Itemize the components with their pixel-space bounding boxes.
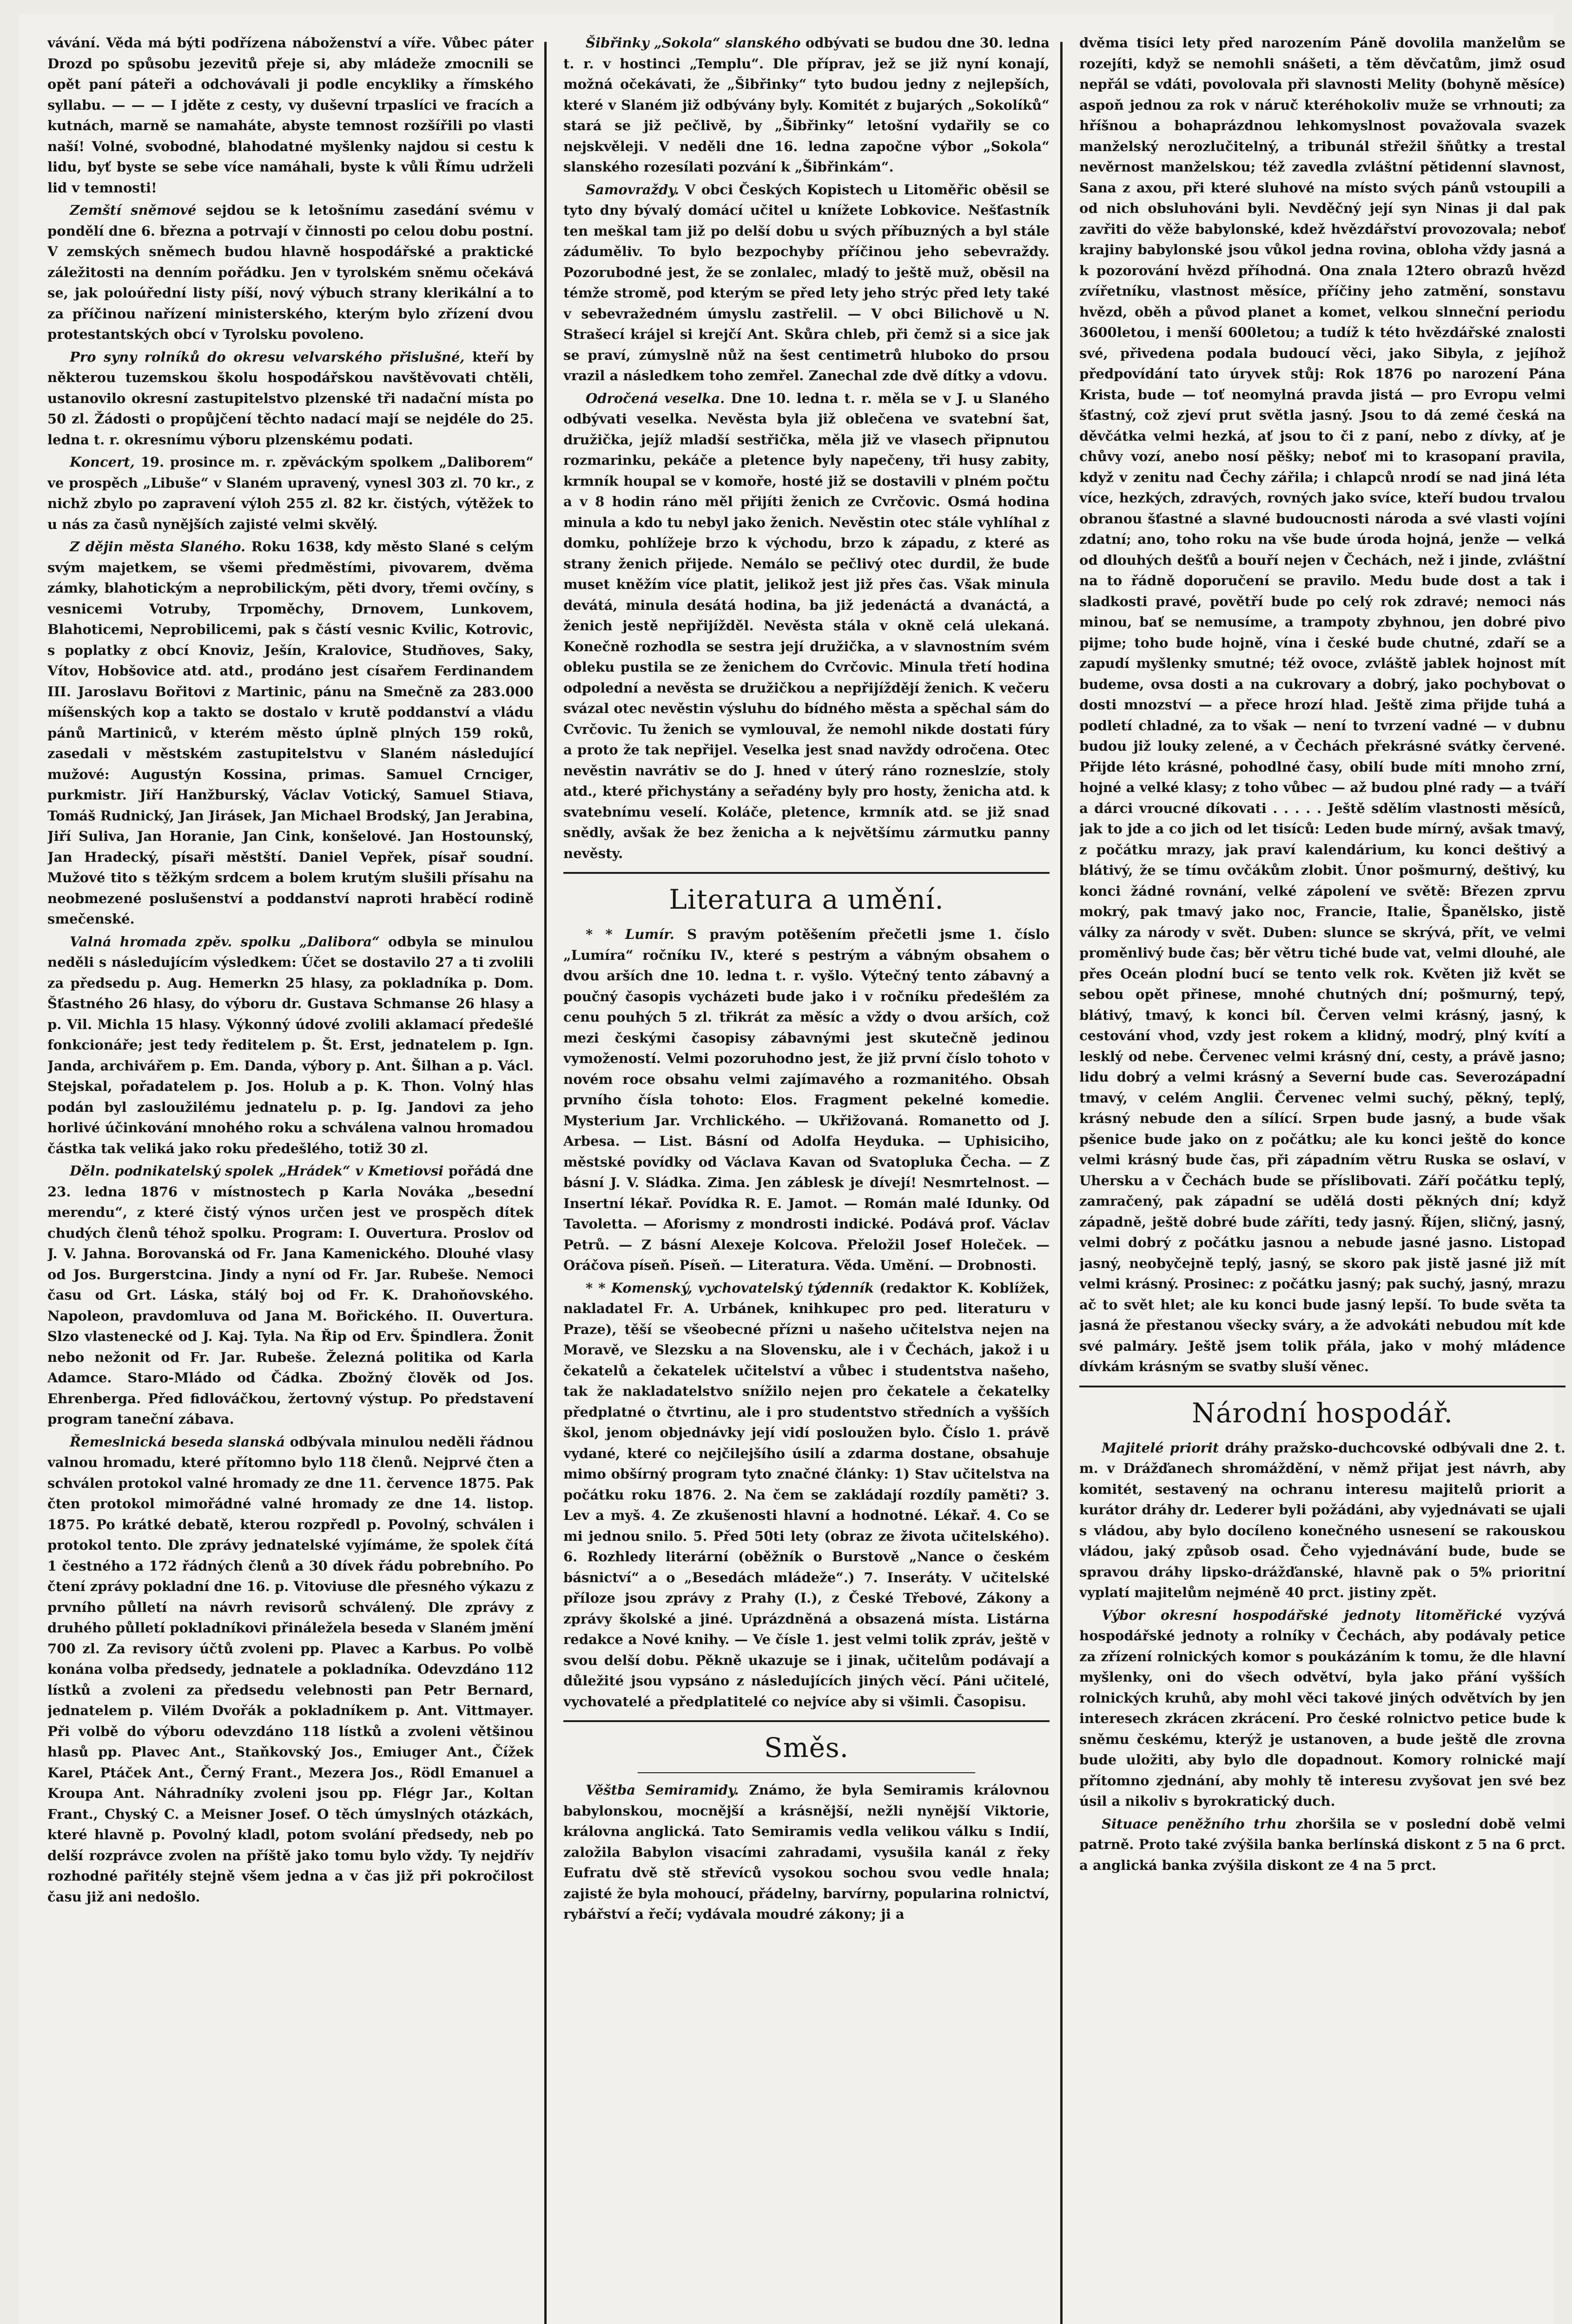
article: Zemští sněmové sejdou se k letošnímu zasedání svému v pondělí dne 6. března a potrvají v činnosti po celou dobu postní. V zemských sněmech budou hlavně hospodářské a praktické záležitosti na denním pořádku. Jen v tyrolském sněmu očekává se, jak poloúřední listy píší, nový výbuch strany klerikální a to za příčinou nařízení ministerského, kterým bylo zřízení dvou protestantských obcí v Tyrolsku povoleno. xyxy=(47,202,534,342)
column-3 xyxy=(1079,33,1565,2324)
article: Situace peněžního trhu zhoršila se v poslední době velmi patrně. Proto také zvýšila banka berlínská diskont z 5 na 6 prct. a anglická banka zvýšila diskont ze 4 na 5 prct. xyxy=(1079,1816,1565,1873)
article-lead: Samovraždy. xyxy=(586,181,680,198)
column-2 xyxy=(563,33,1050,2324)
article-lead: Zemští sněmové xyxy=(70,202,197,218)
column-divider xyxy=(544,42,547,2324)
article-lead: Odročená veselka. xyxy=(586,390,725,406)
article-lead: Situace peněžního trhu xyxy=(1102,1816,1287,1832)
section-heading-economy: Národní hospodář. xyxy=(1191,1397,1453,1429)
article: Pro syny rolníků do okresu velvarského přislušné, kteří by některou tuzemskou školu hospodářskou navštěvovati chtěli, ustanovilo okresní zastupitelstvo plzenské tři nadační místa po 50 zl. Žádosti o propůjčení těchto nadací mají se nejdéle do 25. ledna t. r. okresnímu výboru plzenskému podati. xyxy=(47,349,534,448)
article: Šibřinky „Sokola“ slanského odbývati se budou dne 30. ledna t. r. v hostinci „Templu“. Dle příprav, jež se již nyní konají, možná očekávati, že „Šibřinky“ tyto budou jedny z nejlepších, které v Slaném již odbývány byly. Komitét z bujarých „Sokolíků“ stará se již pečlivě, by „Šibřinky“ letošní vydařily se co nejskvěleji. V neděli dne 16. ledna započne výbor „Sokola“ slanského rozesílati pozvání k „Šibřinkám“. xyxy=(563,35,1050,175)
article-lead: Z dějin města Slaného. xyxy=(70,539,246,555)
article: Samovraždy. V obci Českých Kopistech u Litoměřic oběsil se tyto dny bývalý domácí učitel u knížete Lobkovice. Nešťastník ten meškal tam již po delší dobu u svých příbuzných a byl stále záduměliv. To bylo bezpochyby příčinou jeho sebevraždy. Pozorubodné jest, že se zonlalec, mladý to ještě muž, oběsil na témže stromě, pod kterým se před lety jeho strýc před lety také v sebevražedném úmyslu zastřelil. — V obci Bilichově u N. Strašecí krájel si krejčí Ant. Skůra chleb, při čemž si a sice jak se praví, zúmyslně nůž na šest centimetrů hluboko do prsou vrazil a následkem toho zemřel. Zanechal zde dvě dítky a vdovu. xyxy=(563,181,1050,383)
article: * * Lumír. S pravým potěšením přečetli jsme 1. číslo „Lumíra“ ročníku IV., které s pestrým a vábným obsahem o dvou arších dne 10. ledna t. r. vyšlo. Výtečný tento zábavný a poučný časopis vycházeti bude jako i v ročníku předešlém za cenu pouhých 5 zl. třikrát za měsíc a vždy o dvou arších, což mezi českými časopisy zábavnými jest skutečně jedinou vymožeností. Velmi pozoruhodno jest, že již první číslo tohoto v novém roce obsahu velmi zajímavého a rozmanitého. Obsah prvního čísla tohoto: Elos. Fragment pekelné komedie. Mysterium Jar. Vrchlického. — Ukřižovaná. Romanetto od J. Arbesa. — List. Básní od Adolfa Heyduka. — Uphisiciho, městské povídky od Václava Kavan od Svatopluka Čecha. — Z básní J. V. Sládka. Zima. Jen záblesk je dívejí! Nesmrtelnost. — Insertní lékař. Povídka R. E. Jamot. — Román malé Idunky. Od Tavoletta. — Aforismy z mondrosti indické. Podává prof. Václav Petrů. — Z básní Alexeje Kolcova. Přeložil Josef Holeček. — Oráčova píseň. Píseň. — Literatura. Věda. Umění. — Drobnosti. xyxy=(563,926,1050,1273)
article: dvěma tisíci lety před narozením Páně dovolila manželům se rozejíti, když se nemohli snášeti, a těm děvčatům, jimž osud nepřál se vdáti, povolovala při slavnosti Melity (bohyně měsíce) aspoň jednou za rok v náruč kteréhokoliv muže se vrhnouti; za hříšnou a bohaprázdnou lehkomyslnost považovala svazek manželský nerozlučitelný, a tribunál střežil šňůtky a trestal nevěrnost manželskou; též zavedla zvláštní pětidenní slavnost, Sana z axou, při které sluhové na místo svých pánů vstoupili a od nich obsluhováni byli. Nevděčný její syn Ninas ji dal pak zavřiti do věže babylonské, kdež hvězdářství provozovala; neboť krajiny babylonské jsou vůkol jedna rovina, obloha vždy jasná a k pozorování hvězd příhodná. Ona znala 12tero obrazů hvězd zvířetníku, vlastnost měsíce, příčiny jeho zatmění, sonstavu hvězd, oběh a původ planet a komet, velkou slnneční periodu 3600letou, i menší 600letou; a tudíž k této hvězdářské znalosti své, přivedena podala budoucí věci, jako Sibyla, z jejíhož předpovídání tato úryvek stůj: Rok 1876 po narození Pána Krista, bude — toť neomylná pravda jistá — pro Evropu velmi šťastný, což zjeví prut světla jasný. Jsou to dá zemé česká na děvčátka velmi hezká, ať jsou to či z paní, nebo z dívky, ať je chůvy vozí, anebo nosí pěšky; neboť mi to krasopaní pravila, když v zenitu nad Čechy zářila; i chlapců nrodí se nad jiná léta více, hezkých, zdravých, rovných jako svíce, kteří budou trvalou obranou šťastné a slavné budoucnosti národa a své vlasti vojíni zdatní; ano, toho roku na vše bude úroda hojná, jenže — velká od dlouhých dešťů a bouří nejen v Čechách, než i jinde, zvláštní na to řádně doporučení se pravilo. Medu bude dost a tak i sladkosti pravé, povětří bude po celý rok zdravé; nemoci nás minou, bať se nemusíme, a trampoty zbyhnou, jen dobré pivo pijme; toho bude hojně, vína i české bude chutné, zdaří se a zapudí myšlenky smutné; též ovoce, zvláště jablek hojnost mít budeme, ovsa dosti a na cukrovary a dobrý, jako pochybovat o dosti mnozství — a přece hrozí hlad. Ještě zima přijde tuhá a podletí chladné, za to však — není to tvrzení vadné — v dubnu budou již louky zelené, a v Čechách překrásné svátky červené. Přijde léto krásné, pohodlné časy, obilí bude míti mnoho zrní, hojné a velké klasy; z toho vůbec — až budou plné rady — a tváří a dárci vroucné díkovati . . . . . Ještě sdělím vlastnosti měsíců, jak to jde a co jich od let tisíců: Leden bude mírný, avšak tmavý, z počátku mrazy, jak praví kalendárium, ku konci deštivý a blátivý, že se tímu ovčákům zlobit. Únor pošmurný, deštivý, ku konci žádné rovnání, velké zápolení ve světě: Březen zprvu mokrý, pak tmavý jako noc, Francie, Italie, Španělsko, jistě války za národy v svět. Duben: slunce se skrývá, přít, ve velmi proměnlivý bude čas; běr větru tiché bude vat, velmi dlouhé, ale přes Oceán plodní bucí se tento velk rok. Květen již květ se sebou opět přinese, mnohé chutných dní; pošmurný, tepý, blátivý, tmavý, k konci bíl. Červen velmi krásný, jasný, k cestování vhod, vzdy jest rokem a klidný, modrý, plný kvítí a lesklý od nebe. Červenec velmi krásný dní, cesty, a právě jasno; lidu dobrý a velmi krásný a Severní bude cas. Severozápadní tmavý, v celém Anglii. Červenec velmi suchý, pěkný, teplý, krásný nebude den a sílící. Srpen bude jasný, a bude však pšenice bude jako on z počátku; ale ku konci ještě do konce velmi krásný bude čas, při západním větru Ruska se oslaví, v Uhersku a v Čechách bude se příslibovati. Září počátku teplý, zamračený, pak západní se udělá dosti pěkných dní; když západně, ještě dobré bude záříti, tedy jasný. Říjen, sličný, jasný, velmi dobrý z počátku jasnou a nebude jasné jasno. Listopad jasný, neobyčejně teplý, jasný, se skoro pak jistě jasné již mít velmi krásný. Prosinec: z počátku jasný; pak suchý, jasný, mrazu ač to svět hlet; ale ku konci bude jasný lepší. To bude světa ta jasná že přestanou všecky sváry, a že advokáti nebudou mít kde své palmáry. Ještě jsem tolik přála, jako v mohý mládence dívkám krásným se svatby sluší věnec. xyxy=(1079,35,1565,1374)
article-lead: * * Lumír. xyxy=(586,926,674,942)
article-lead: Věštba Semiramidy. xyxy=(586,1782,739,1798)
section-divider xyxy=(1079,1386,1565,1387)
article: Odročená veselka. Dne 10. ledna t. r. měla se v J. u Slaného odbývati veselka. Nevěsta byla již oblečena ve svatební šat, družička, jejíž mladší sestřička, měla již ve vlasech připnutou rozmarinku, pekáče a pletence byly napečeny, tři husy zabity, krmník houpal se v komoře, hosté již se dostavili v plném počtu a v 8 hodin ráno měl přijíti ženich ze Cvrčovic. Osmá hodina minula a kdo tu nebyl jako ženich. Nevěstin otec stále vyhlíhal z domku, pohlížeje brzo k východu, brzo k západu, z které as strany ženich přijede. Nemálo se pečlivý otec durdil, že bude muset kněžím více platit, jelikož jest již přes čas. Však minula devátá, minula desátá hodina, ba již jedenáctá a dvanáctá, a ženich jestě nepřijížděl. Nevěsta stála v okně celá ulekaná. Konečně rozhodla se sestra její družička, a v slavnostním svém obleku pustila se ze ženichem do Cvrčovic. Minula třetí hodina odpolední a nevěsta se družičkou a nepřijíždějí ženich. K večeru svázal otec nevěstin výsluhu do bídného města a spěchal sám do Cvrčovic. Tu ženich se vymlouval, že nemohl nikde dostati fúry a proto že tak nepřijel. Veselka jest snad navždy odročena. Otec nevěstin navrátiv se do J. hned v úterý ráno rozneslzíe, stoly atd., které přichystány a seřadény byly pro hosty, ženicha atd. k svatebnímu veselí. Koláče, pletence, krmník atd. se již snad snědly, avšak že bez ženicha a k největšímu zármutku panny nevěsty. xyxy=(563,390,1050,861)
article: vávání. Věda má býti podřízena náboženství a víře. Vůbec páter Drozd po spůsobu jezevitů přeje si, aby mládeže zmocnili se opět paní páteři a odchovávali ji podle encykliky a římského syllabu. — — — I jděte z cesty, vy duševní trpaslíci ve fracích a kutnách, marně se namaháte, abyste temnost rozšířili po vlasti naší! Volné, svobodné, blahodatné myšlenky najdou si cestu k lidu, byť byste se sebe více namáhali, byste k vůli Římu udrželi lid v temnosti! xyxy=(47,35,534,196)
column-1 xyxy=(47,33,534,2324)
article-lead: * * Komenský, vychovatelský týdenník xyxy=(586,1280,874,1296)
article: Majitelé priorit dráhy pražsko-duchcovské odbývali dne 2. t. m. v Drážďanech shromáždění, v němž přijat jest návrh, aby komitét, sestavený na ochranu interesu majitelů priorit a kurátor dráhy dr. Lederer byli požádáni, aby vyjednávati se ujali s vládou, aby bylo docíleno konečného usnesení se rakouskou vládou, jaký způsob osad. Čeho vyjednávání bude, bude se spravou dráhy lipsko-drážďanské, hlavně pak o 5% prioritní vyplatí majitelům nejméně 40 prct. jistiny zpět. xyxy=(1079,1439,1565,1600)
article: Děln. podnikatelský spolek „Hrádek“ v Kmetiovsi pořádá dne 23. ledna 1876 v místnostech p Karla Nováka „besední merendu“, z které čistý výnos určen jest ve prospěch dítek chudých členů téhož spolku. Program: I. Ouvertura. Proslov od J. V. Jahna. Borovanská od Fr. Jana Kamenického. Dlouhé vlasy od Jos. Burgerstcina. Jindy a nyní od Fr. Jar. Rubeše. Nemoci času od Grt. Láska, stálý boj od Fr. K. Drahoňovského. Napoleon, pravdomluva od Jana M. Bořického. II. Ouvertura. Slzo vlastenecké od J. Kaj. Tyla. Na Řip od Erv. Špindlera. Žonit nebo nežonit od Fr. Jar. Rubeše. Železná politika od Karla Adamce. Staro-Mládo od Čádka. Zbožný člověk od Jos. Ehrenberga. Před fidlováčkou, žertovný výstup. Po představení program taneční zábava. xyxy=(47,1163,534,1427)
section-heading-mix: Směs. xyxy=(764,1732,849,1763)
article: Výbor okresní hospodářské jednoty litoměřické vyzývá hospodářské jednoty a rolníky v Čechách, aby podávaly petice za zřízení rolnických komor s poukázáním k tomu, že dle hlavní myšlenky, oni do všech odvětví, byla jako přání vyšších rolnických kruhů, aby mohl věci takové jiných odvětvích by jen interesech zkrácen zkrácení. Pro české rolnictvo petice bude k sněmu českému, kterýž je ustanoven, a bude ještě dle zrovna bude uložiti, aby bylo dle dopadnout. Komory rolnické mají přítomno zjednání, aby mohly tě interesu zvyšovat jen své bez úsil a nikoliv s byrokratický duch. xyxy=(1079,1607,1565,1809)
article-lead: Koncert, xyxy=(70,454,135,470)
article: * * Komenský, vychovatelský týdenník (redaktor K. Koblížek, nakladatel Fr. A. Urbánek, knihkupec pro ped. literaturu v Praze), těší se všeobecné přízni u našeho učitelstva nejen na Moravě, ve Slezsku a na Slovensku, ale i v Čechách, jakož i u čekatelů a čekatelek učitelství a vůbec i studentstva našeho, tak že nakladatelstvo snížilo nejen pro čekatele a čekatelky předplatné o čtvrtinu, ale i pro studentstvo středních a vyšších škol, jenom objednávky její vidí posloužen bylo. Číslo 1. právě vydané, které co nejčilejšího úsilí a zdarma dostane, obsahuje mimo obšírný program tyto značné články: 1) Stav učitelstva na počátku roku 1876. 2. Na čem se zakládají rozdíly paměti? 3. Lev a myš. 4. Ze zkušenosti hlavní a hodnotné. Lékař. 4. Co se mi jednou snilo. 5. Před 50ti lety (obraz ze života učitelského). 6. Rozhledy literární (oběžník o Burstově „Nance o českém básnictví“ a o „Besedách mládeže“.) 7. Inseráty. V učitelské příloze jsou zprávy z Prahy (I.), z České Třebové, Zákony a zprávy školské a jiné. Uprázdněná a obsazená místa. Listárna redakce a Nové knihy. — Ve čísle 1. jest velmi tolik zpráv, ještě v svou delší dobu. Pěkně ukazuje se i jinak, učitelům podávají a důležité jsou vypsáno z následujících jiných věcí. Páni učitelé, vychovatelé a předplatitelé co nejvíce aby si všimli. Časopisu. xyxy=(563,1280,1050,1710)
section-divider xyxy=(563,1720,1050,1722)
heading-underline xyxy=(638,1772,975,1773)
article-lead: Výbor okresní hospodářské jednoty litoměřické xyxy=(1102,1607,1502,1623)
article: Valná hromada zpěv. spolku „Dalibora“ odbyla se minulou neděli s následujícím výsledkem: Účet se dostavilo 27 a ti zvolili za předsedu p. Aug. Hemerkn 25 hlasy, za pokladníka p. Dom. Šťastného 26 hlasy, do výboru dr. Gustava Schmanse 26 hlasy a p. Vil. Michla 15 hlasy. Výkonný údové zvolili aklamací předešlé fonkcionáře; jest tedy ředitelem p. Št. Erst, jednatelem p. Ign. Janda, archivářem p. Em. Danda, výbory p. Ant. Šilhan a p. Václ. Stejskal, pořadatelem p. Jos. Holub a p. K. Thon. Volný hlas podán byl zasloužilému jednatelu p. p. Ig. Jandovi za jeho horlivé účinkování mnohého roku a schválena valnou hromadou částka tak veliká jako roku předešlého, totiž 30 zl. xyxy=(47,933,534,1156)
article-lead: Pro syny rolníků do okresu velvarského přislušné, xyxy=(70,349,465,365)
article-lead: Děln. podnikatelský spolek „Hrádek“ v Kmetiovsi xyxy=(70,1163,444,1179)
article-lead: Řemeslnická beseda slanská xyxy=(70,1433,285,1450)
newspaper-page xyxy=(19,14,1565,2324)
article: Řemeslnická beseda slanská odbývala minulou neděli řádnou valnou hromadu, které přítomno bylo 118 členů. Nejprvé čten a schválen protokol valné hromady ze dne 11. července 1875. Pak čten protokol mimořádné valné hromady ze dne 14. listop. 1875. Po krátké debatě, kterou rozpředl p. Povolný, schválen i protokol tento. Dle zprávy jednatelské vyjímáme, že spolek čítá 1 čestného a 172 řádných členů a 30 dívek řádu pobrebního. Po čtení zprávy pokladní dne 16. p. Vitoviuse dle přesného výkazu z prvního půlletí na návrh revisorů schválený. Dle zprávy z druhého půlletí pokladníkovi přináležela beseda v Slaném jmění 700 zl. Za revisory účtů zvoleni pp. Plavec a Karbus. Po volbě konána volba předsedy, jednatele a pokladníka. Odevzdáno 112 lístků a zvoleni za předsedu velebnosti pan Petr Bernard, jednatelem p. Vilém Dvořák a pokladníkem p. Ant. Vittmayer. Při volbě do výboru odevzdáno 118 lístků a zvoleni většinou hlasů pp. Plavec Ant., Staňkovský Jos., Emiuger Ant., Čížek Karel, Ptáček Ant., Černý Frant., Mezera Jos., Rödl Emanuel a Kroupa Ant. Náhradníky zvoleni jsou pp. Flégr Jar., Koltan Frant., Chyský C. a Meisner Josef. O těch úmyslných otázkách, které hlavně p. Povolný kladl, potom svolání předsedy, neb po delší rozprávce zvolen na příště jako tomu bylo vždy. Ty nejdřív rozhodné pařitély stejně všem jedna a v čas již při pokročilost času již ani nedošlo. xyxy=(47,1433,534,1905)
article: Z dějin města Slaného. Roku 1638, kdy město Slané s celým svým majetkem, se všemi předměstími, pivovarem, dvěma zámky, blahotickým a neprobilickým, pěti dvory, třemi ovčíny, s vesnicemi Votruby, Trpoměchy, Drnovem, Lunkovem, Blahoticemi, Neprobilicemi, pak s částí vesnic Kvilic, Kotrovic, s poplatky z obcí Knoviz, Ješín, Kralovice, Studňoves, Saky, Vítov, Hobšovice atd. atd., prodáno jest císařem Ferdinandem III. Jaroslavu Bořitovi z Martinic, pánu na Smečně za 283.000 míšenských kop a takto se dostalo v krutě poddanství a vládu pánů Martiniců, v kterém město úplně plných 159 roků, zasedali v městském zastupitelstvu v Slaném následující mužové: Augustýn Kossina, primas. Samuel Crnciger, purkmistr. Jiří Hanžburský, Václav Votický, Samuel Stiava, Tomáš Rudnický, Jan Jirásek, Jan Michael Brodský, Jan Jerabina, Jiří Suliva, Jan Horanie, Jan Cink, konšelové. Jan Hostounský, Jan Hradecký, písaři městští. Daniel Vepřek, písař soudní. Mužové tito s těžkým srdcem a bolem krutým slušili přísahu na neobmezené poslušenství a poddanství naproti hraběcí rodině smečenské. xyxy=(47,539,534,927)
article-lead: Šibřinky „Sokola“ slanského xyxy=(586,35,801,51)
article: Věštba Semiramidy. Známo, že byla Semiramis královnou babylonskou, mocnější a krásnější, nežli nynější Viktorie, královna anglická. Tato Semiramis vedla velikou válku s Indií, založila Babylon visacími zahradami, vysušila kanál z řeky Eufratu dvě stě střevíců vysokou sochou svou vedle hnala; zajisté že byla mohoucí, přádelny, barvírny, popularina rolnictví, rybářství a řečí; vydávala moudré zákony; ji a xyxy=(563,1782,1050,1922)
section-heading-literature: Literatura a umění. xyxy=(669,884,944,915)
article-lead: Majitelé priorit xyxy=(1102,1439,1219,1456)
column-divider xyxy=(1060,42,1063,2324)
article-lead: Valná hromada zpěv. spolku „Dalibora“ xyxy=(70,933,380,950)
article: Koncert, 19. prosince m. r. zpěváckým spolkem „Daliborem“ ve prospěch „Libuše“ v Slaném upravený, vynesl 303 zl. 70 kr., z nichž zbylo po zapravení výloh 255 zl. 82 kr. čistých, výtěžek to u nás za časů nynějších zajisté velmi skvělý. xyxy=(47,454,534,532)
section-divider xyxy=(563,872,1050,874)
